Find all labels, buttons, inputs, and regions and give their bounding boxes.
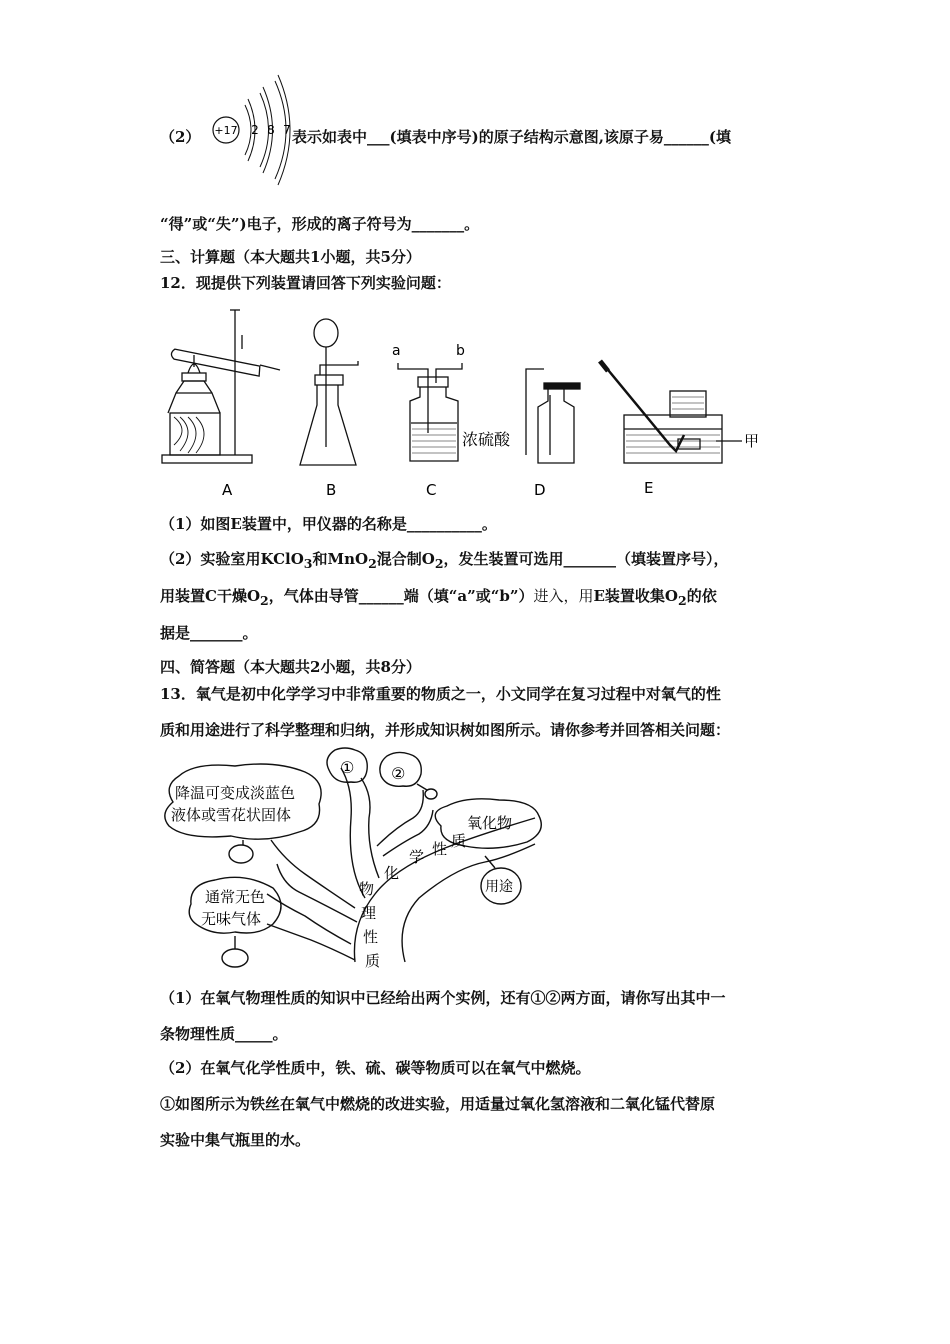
q13-part2: （2）在氧气化学性质中，铁、硫、碳等物质可以在氧气中燃烧。 [160, 1059, 591, 1077]
q13-part2-sub1-line2: 实验中集气瓶里的水。 [160, 1131, 311, 1149]
q12-p3-sub2: 2 [677, 593, 687, 608]
q12-p2-b: 和MnO [312, 550, 369, 568]
tree-chem-3: 性 [432, 840, 448, 858]
tree-phys-2: 理 [361, 904, 377, 922]
q12-p2-sub2: 2 [368, 556, 377, 571]
q12-p3-e: 的依 [686, 587, 717, 605]
q12-part2-line3: 据是_______。 [160, 624, 258, 642]
q12-p3-a: 用装置C干燥O [160, 587, 261, 605]
apparatus-B [300, 319, 358, 465]
q11-part2-text: 表示如表中___(填表中序号)的原子结构示意图,该原子易______(填 [292, 128, 732, 146]
q12-p3-c: 进入，用 [533, 587, 594, 605]
label-A: A [222, 481, 233, 499]
label-b: b [456, 343, 465, 359]
shell-electrons-1: 2 [251, 123, 259, 137]
tree-phys-1: 物 [359, 880, 375, 898]
knowledge-tree-figure [155, 748, 555, 972]
tree-cloud-line2: 液体或雪花状固体 [171, 806, 292, 824]
q12-p3-d: E装置收集O [593, 587, 678, 605]
q12-part2-line2 [160, 586, 717, 611]
tree-cloud-b-line2: 无味气体 [201, 910, 262, 928]
tree-use: 用途 [485, 879, 513, 895]
tree-circle-1: ① [340, 758, 355, 777]
tree-oxide: 氧化物 [467, 814, 513, 832]
q13-stem-line2: 质和用途进行了科学整理和归纳，并形成知识树如图所示。请你参考并回答相关问题： [160, 721, 731, 739]
tree-circle-2: ② [391, 764, 406, 783]
tree-cloud-line1: 降温可变成淡蓝色 [175, 784, 296, 802]
q12-p2-a: （2）实验室用KClO [160, 550, 304, 568]
label-E: E [644, 479, 654, 497]
apparatus-C [398, 363, 462, 461]
q11-part2-line [160, 127, 200, 147]
section-3-title: 三、计算题（本大题共1小题，共5分） [160, 248, 421, 266]
apparatus-figure [160, 305, 780, 505]
q13-part1-line1: （1）在氧气物理性质的知识中已经给出两个实例，还有①②两方面，请你写出其中一 [160, 989, 726, 1007]
q12-p2-sub3: 2 [434, 556, 444, 571]
q11-part2-number: （2） [160, 128, 201, 146]
apparatus-D [526, 369, 580, 463]
tree-phys-3: 性 [363, 928, 379, 946]
label-B: B [326, 481, 337, 499]
tree-chem-2: 学 [409, 848, 425, 866]
q12-part2-line1 [160, 549, 729, 574]
apparatus-A [162, 310, 280, 463]
tree-cloud-b-line1: 通常无色 [205, 888, 266, 906]
q13-part1-line2: 条物理性质_____。 [160, 1025, 288, 1043]
q13-stem-line1: 13．氧气是初中化学学习中非常重要的物质之一，小文同学在复习过程中对氧气的性 [160, 685, 721, 703]
q12-p3-b: ，气体由导管______端（填 [268, 587, 449, 605]
label-conc-sulfuric-acid: 浓硫酸 [462, 430, 511, 449]
nucleus-charge: +17 [214, 124, 238, 137]
apparatus-E [600, 361, 742, 463]
label-jia: 甲 [744, 432, 760, 450]
label-C: C [426, 481, 437, 499]
q12-p3-q: “a”或“b”） [448, 587, 534, 605]
atom-structure-diagram [205, 75, 300, 185]
tree-chem-1: 化 [384, 864, 400, 882]
q11-part2-continuation: “得”或“失”)电子，形成的离子符号为_______。 [160, 215, 480, 233]
section-4-title: 四、简答题（本大题共2小题，共8分） [160, 658, 421, 676]
q12-stem: 12．现提供下列装置请回答下列实验问题： [160, 274, 451, 292]
q12-p3-sub1: 2 [260, 593, 269, 608]
q12-p2-c: 混合制O [376, 550, 435, 568]
label-a: a [392, 343, 401, 359]
q12-p2-sub1: 3 [303, 556, 313, 571]
q12-part1: （1）如图E装置中，甲仪器的名称是__________。 [160, 515, 497, 533]
q12-p2-d: ，发生装置可选用_______（填装置序号）， [443, 550, 729, 568]
shell-electrons-2: 8 [267, 123, 275, 137]
shell-electrons-3: 7 [283, 123, 291, 137]
tree-chem-4: 质 [451, 832, 467, 850]
label-D: D [534, 481, 546, 499]
tree-phys-4: 质 [365, 952, 381, 970]
q13-part2-sub1-line1: ①如图所示为铁丝在氧气中燃烧的改进实验，用适量过氧化氢溶液和二氧化锰代替原 [160, 1095, 716, 1113]
